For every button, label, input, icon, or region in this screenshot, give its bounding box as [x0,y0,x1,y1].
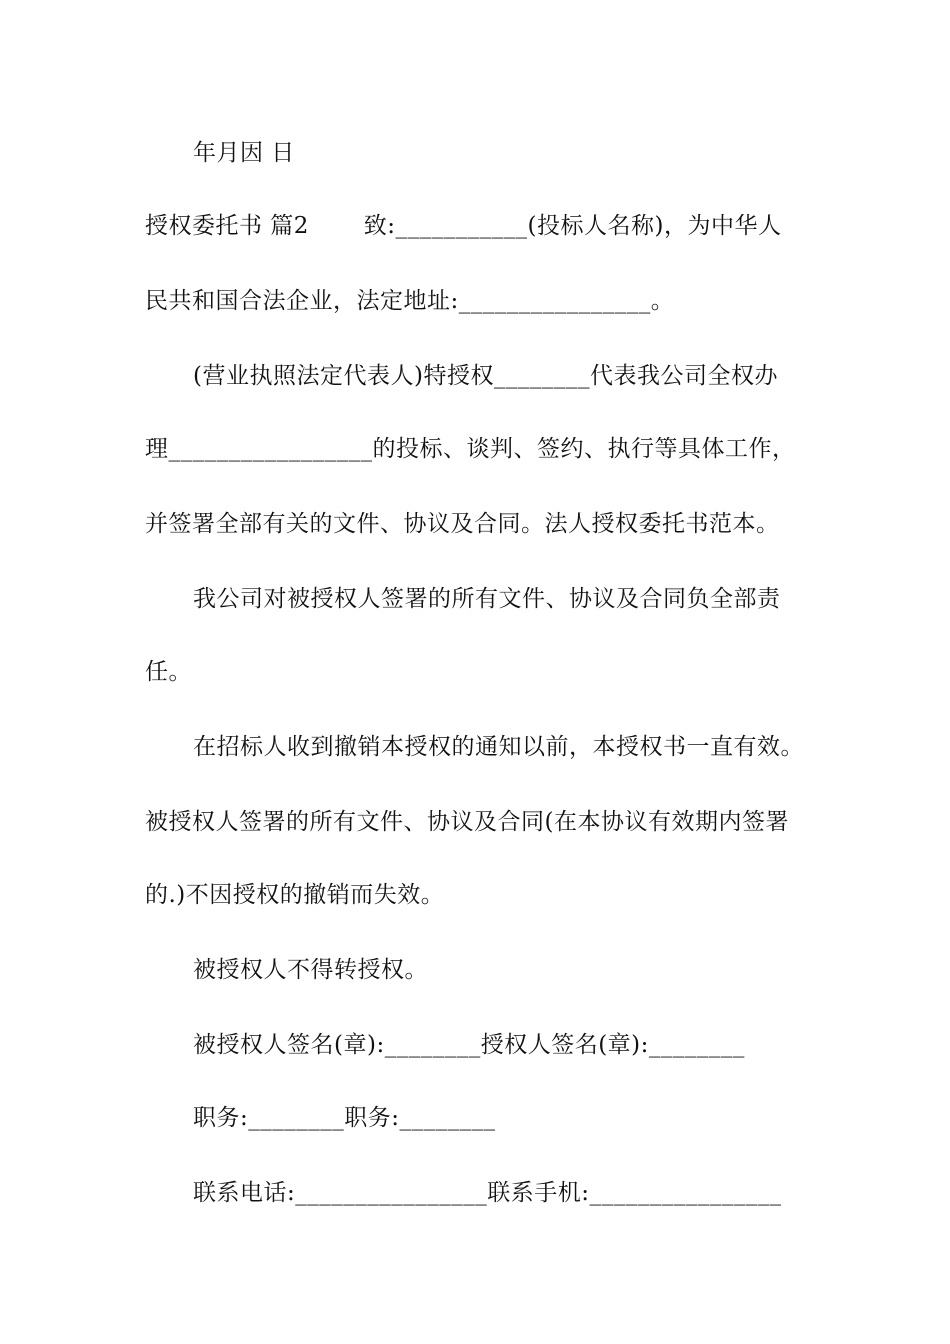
contact-line: 联系电话:________________联系手机:________________ [193,1180,782,1206]
legal-address-line: 民共和国合法企业，法定地址:________________。 [145,288,675,314]
title-and-recipient: 授权委托书 篇2 致:___________(投标人名称)，为中华人 [145,213,782,239]
scope-line: 理_________________的投标、谈判、签约、执行等具体工作， [145,436,796,462]
signing-scope-line: 并签署全部有关的文件、协议及合同。法人授权委托书范本。 [145,511,780,537]
date-line: 年月因 日 [193,140,295,166]
responsibility-end: 任。 [145,659,192,685]
validity-line: 在招标人收到撤销本授权的通知以前，本授权书一直有效。 [193,734,804,760]
responsibility-line: 我公司对被授权人签署的所有文件、协议及合同负全部责 [193,586,781,612]
validity-end-line: 的.)不因授权的撤销而失效。 [145,882,445,908]
authorization-line: (营业执照法定代表人)特授权________代表我公司全权办 [193,363,778,389]
no-sublicense-line: 被授权人不得转授权。 [193,957,428,983]
position-line: 职务:________职务:________ [193,1105,496,1131]
signature-line: 被授权人签名(章):________授权人签名(章):________ [193,1032,745,1058]
validity-detail-line: 被授权人签署的所有文件、协议及合同(在本协议有效期内签署 [145,809,789,835]
